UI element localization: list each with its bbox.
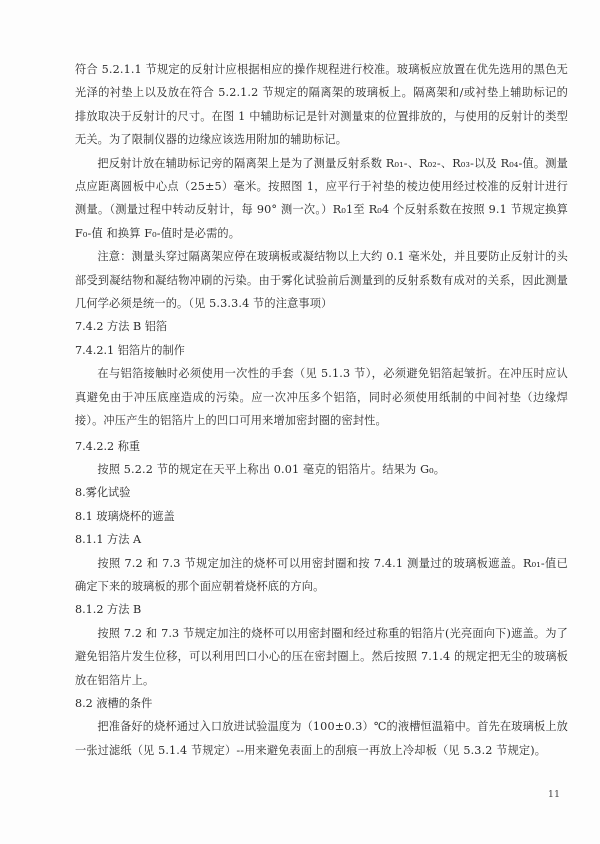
heading-8: 8.雾化试验 — [75, 486, 131, 500]
heading-8-1: 8.1 玻璃烧杯的遮盖 — [75, 509, 175, 523]
paragraph-method-b: 按照 7.2 和 7.3 节规定加注的烧杯可以用密封圈和经过称重的铝箔片(光亮面向下)遮盖。为了避免铝箔片发生位移，可以利用凹口小心的压在密封圈上。然后按照 7.1.4 的规定把无尘的玻璃板放在铝箔片上。 — [75, 626, 568, 687]
paragraph-foil-preparation: 在与铝箔接触时必须使用一次性的手套（见 5.1.3 节），必须避免铝箔起皱折。在冲压时应认真避免由于冲压底座造成的污染。应一次冲压多个铝箔，同时必须使用纸制的中间衬垫（边缘焊接）。冲压产生的铝箔片上的凹口可用来增加密封圈的密封性。 — [75, 367, 568, 428]
heading-7-4-2-1: 7.4.2.1 铝箔片的制作 — [75, 343, 185, 357]
heading-8-1-2: 8.1.2 方法 B — [75, 603, 142, 617]
paragraph-reflection-measurement: 把反射计放在辅助标记旁的隔离架上是为了测量反射系数 R₀₁-、R₀₂-、R₀₃-以及 R₀₄-值。测量点应距离圆板中心点（25±5）毫米。按照图 1，应平行于衬垫的棱边使用经过校准的反射计进行测量。（测量过程中转动反射计，每 90° 测一次。）R₀1至 R₀4 个反射系数在按照 9.1 节规定换算 F₀-值 和换算 F₀-值时是必需的。 — [75, 156, 568, 240]
heading-7-4-2-2: 7.4.2.2 称重 — [75, 439, 141, 453]
paragraph-note: 注意：测量头穿过隔离架应停在玻璃板或凝结物以上大约 0.1 毫米处，并且要防止反射计的头部受到凝结物和凝结物冲刷的污染。由于雾化试验前后测量到的反射系数有成对的关系，因此测量几何学必须是统一的。（见 5.3.3.4 节的注意事项） — [75, 250, 568, 311]
heading-7-4-2: 7.4.2 方法 B 铝箔 — [75, 320, 168, 334]
paragraph-weighing: 按照 5.2.2 节的规定在天平上称出 0.01 毫克的铝箔片。结果为 G₀。 — [97, 462, 446, 476]
paragraph-bath-conditions: 把准备好的烧杯通过入口放进试验温度为（100±0.3）℃的液槽恒温箱中。首先在玻璃板上放一张过滤纸（见 5.1.4 节规定）--用来避免表面上的刮痕一再放上冷却板（见 5.3.2 节规定)。 — [75, 720, 568, 757]
heading-8-2: 8.2 液槽的条件 — [75, 696, 153, 710]
paragraph-reflectometer-calibration: 符合 5.2.1.1 节规定的反射计应根据相应的操作规程进行校准。玻璃板应放置在优先选用的黑色无光泽的衬垫上以及放在符合 5.2.1.2 节规定的隔离架的玻璃板上。隔离架和/或衬垫上辅助标记的排放取决于反射计的尺寸。在图 1 中辅助标记是针对测量束的位置排放的，与使用的反射计的类型无关。为了限制仪器的边缘应该选用附加的辅助标记。 — [75, 63, 568, 147]
page-number: 11 — [547, 789, 560, 800]
paragraph-method-a: 按照 7.2 和 7.3 节规定加注的烧杯可以用密封圈和按 7.4.1 测量过的玻璃板遮盖。R₀₁-值已确定下来的玻璃板的那个面应朝着烧杯底的方向。 — [75, 556, 568, 593]
heading-8-1-1: 8.1.1 方法 A — [75, 533, 142, 547]
